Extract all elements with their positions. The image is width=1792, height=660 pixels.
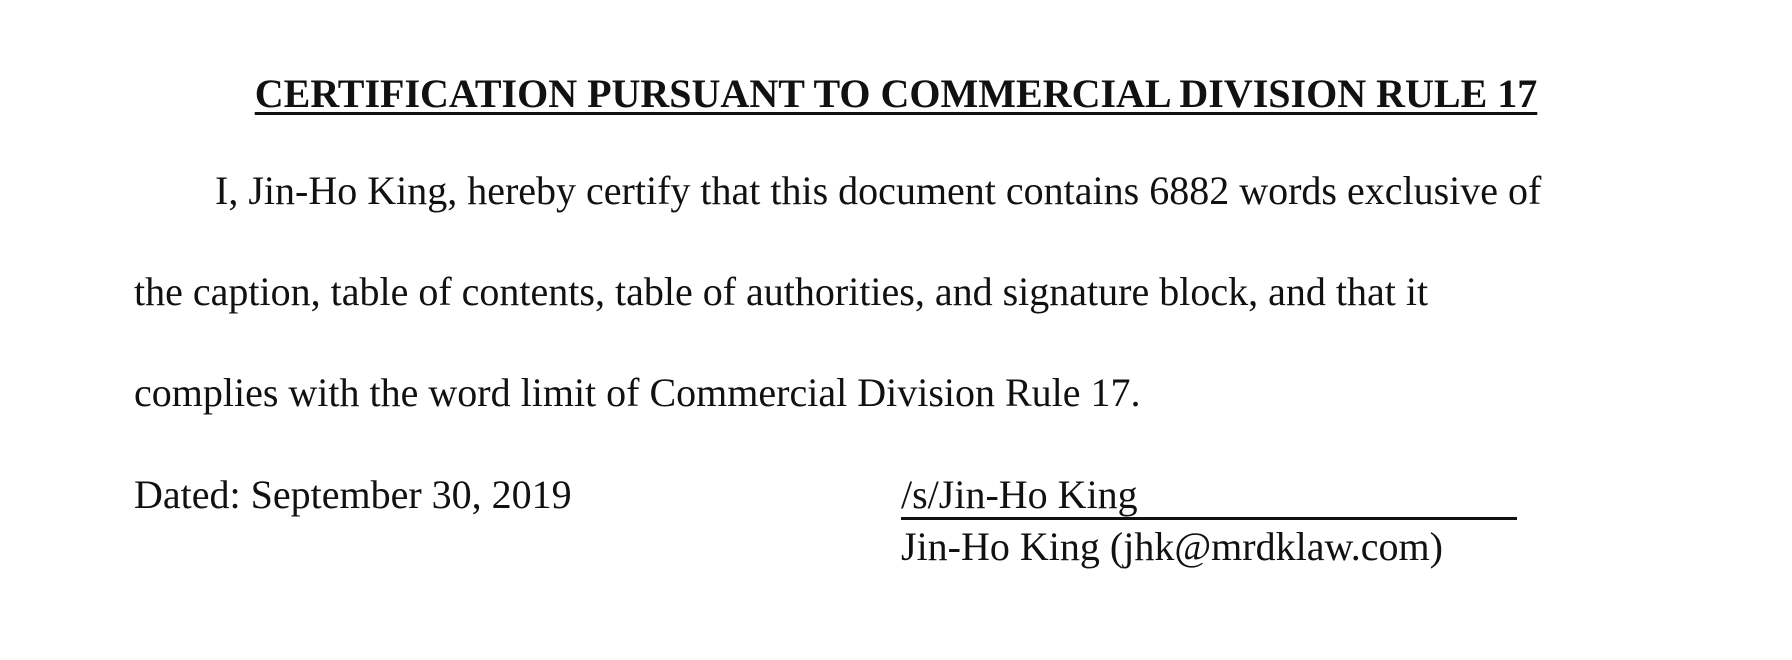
signature-block <box>901 472 1517 520</box>
signer-name: Jin-Ho King (jhk@mrdklaw.com) <box>901 524 1443 569</box>
body-text-line-3: complies with the word limit of Commercial Division Rule 17. <box>134 370 1141 415</box>
signature-line: /s/Jin-Ho King <box>901 475 1517 520</box>
body-text-line-2: the caption, table of contents, table of authorities, and signature block, and that it <box>134 269 1429 314</box>
dated-line: Dated: September 30, 2019 <box>134 472 572 517</box>
body-text-line-1: I, Jin-Ho King, hereby certify that this document contains 6882 words exclusive of <box>215 168 1542 213</box>
certification-heading: CERTIFICATION PURSUANT TO COMMERCIAL DIVISION RULE 17 <box>254 71 1538 116</box>
